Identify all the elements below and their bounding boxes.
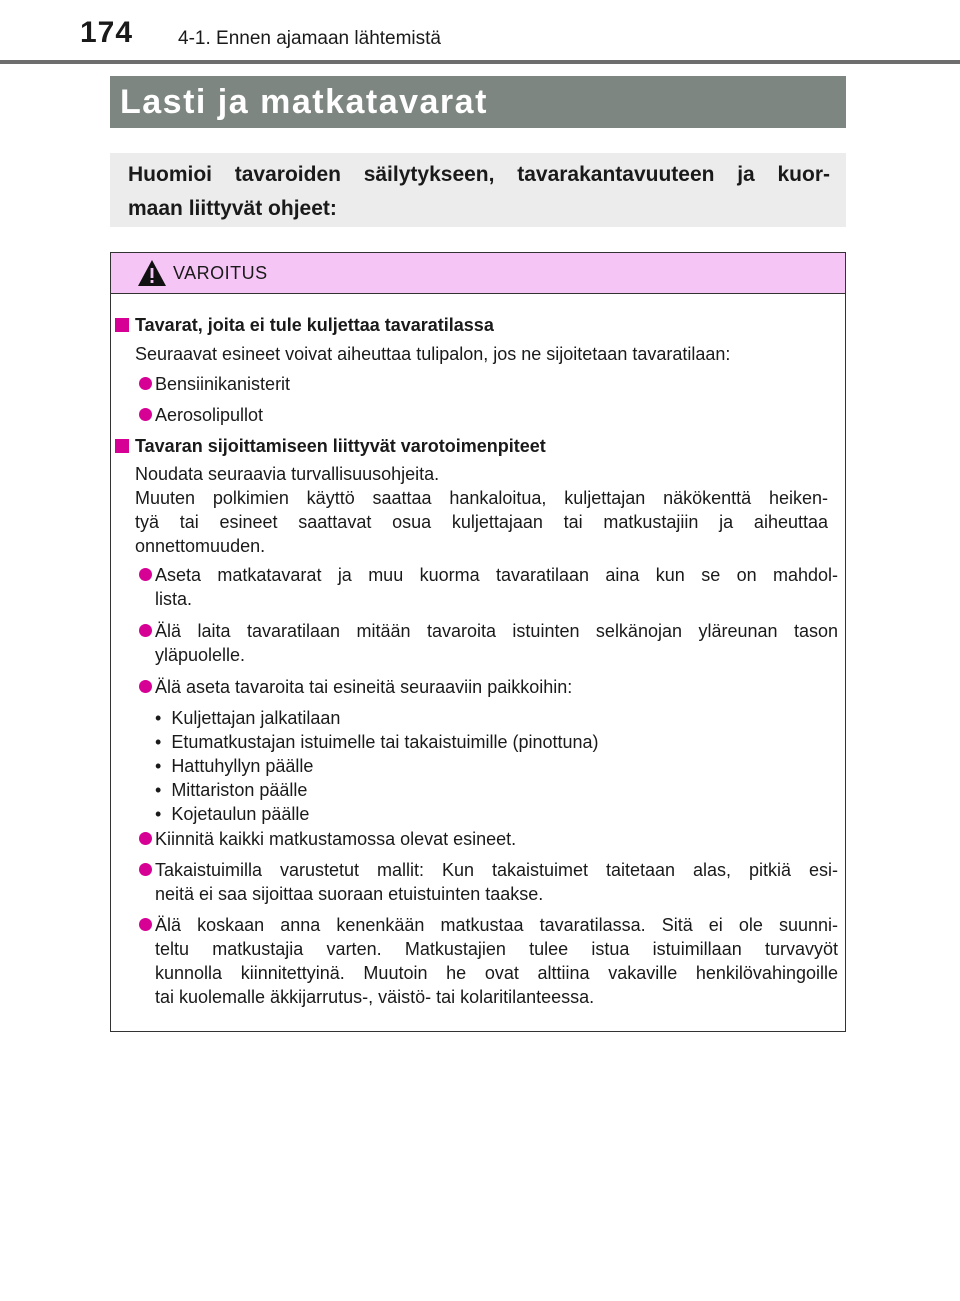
sub-list-item: • Etumatkustajan istuimelle tai takaistuimille (pinottuna)	[155, 732, 599, 752]
warning-box	[110, 252, 846, 1032]
bullet-item: Takaistuimilla varustetut mallit: Kun takaistuimet taitetaan alas, pitkiä esi-	[155, 860, 838, 880]
sub-list-item: • Mittariston päälle	[155, 780, 308, 800]
section-title: 4-1. Ennen ajamaan lähtemistä	[178, 28, 441, 49]
bullet-item: neitä ei saa sijoittaa suoraan etuistuinten taakse.	[155, 884, 544, 904]
page-title: Lasti ja matkatavarat	[110, 76, 846, 128]
section-2-paragraph-1: Noudata seuraavia turvallisuusohjeita.	[135, 464, 440, 484]
bullet-item: teltu matkustajia varten. Matkustajien tulee istua istuimillaan turvavyöt	[155, 939, 838, 959]
sub-list-item-text: Etumatkustajan istuimelle tai takaistuimille (pinottuna)	[171, 732, 599, 752]
bullet-dot	[139, 377, 152, 390]
section-marker-square	[115, 318, 129, 332]
section-2-paragraph-2: Muuten polkimien käyttö saattaa hankaloitua, kuljettajan näkökenttä heiken-	[135, 488, 828, 508]
section-1-heading: Tavarat, joita ei tule kuljettaa tavaratilassa	[135, 315, 494, 335]
bullet-item: yläpuolelle.	[155, 645, 246, 665]
bullet-item: Aerosolipullot	[155, 405, 264, 425]
header-divider	[0, 60, 960, 64]
bullet-item: Älä laita tavaratilaan mitään tavaroita istuinten selkänojan yläreunan tason	[155, 621, 838, 641]
bullet-dot	[139, 680, 152, 693]
warning-label: VAROITUS	[173, 263, 268, 283]
page-number: 174	[80, 16, 134, 49]
sub-list-item: • Kuljettajan jalkatilaan	[155, 708, 341, 728]
warning-triangle-icon	[137, 259, 167, 287]
sub-list-item-text: Hattuhyllyn päälle	[171, 756, 314, 776]
section-2-heading: Tavaran sijoittamiseen liittyvät varotoimenpiteet	[135, 436, 546, 456]
bullet-item: Bensiinikanisterit	[155, 374, 291, 394]
bullet-item: tai kuolemalle äkkijarrutus-, väistö- tai kolaritilanteessa.	[155, 987, 595, 1007]
sub-list-item: • Kojetaulun päälle	[155, 804, 310, 824]
intro-line-1: Huomioi tavaroiden säilytykseen, tavarakantavuuteen ja kuor-	[128, 163, 830, 186]
section-2-paragraph-2: tyä tai esineet saattavat osua kuljettajaan tai matkustajiin ja aiheuttaa	[135, 512, 828, 532]
bullet-item: Älä koskaan anna kenenkään matkustaa tavaratilassa. Sitä ei ole suunni-	[155, 915, 838, 935]
bullet-dot	[139, 408, 152, 421]
section-1-text: Seuraavat esineet voivat aiheuttaa tulipalon, jos ne sijoitetaan tavaratilaan:	[135, 344, 731, 364]
bullet-dot	[139, 832, 152, 845]
sub-list-item-text: Kuljettajan jalkatilaan	[171, 708, 341, 728]
bullet-item: kunnolla kiinnitettyinä. Muutoin he ovat alttiina vakaville henkilövahingoille	[155, 963, 838, 983]
sub-list-item-text: Mittariston päälle	[171, 780, 308, 800]
intro-line-2: maan liittyvät ohjeet:	[128, 197, 337, 220]
bullet-item: Aseta matkatavarat ja muu kuorma tavaratilaan aina kun se on mahdol-	[155, 565, 838, 585]
bullet-dot	[139, 568, 152, 581]
warning-header	[111, 253, 845, 294]
bullet-dot	[139, 863, 152, 876]
bullet-item: Älä aseta tavaroita tai esineitä seuraaviin paikkoihin:	[155, 677, 573, 697]
bullet-dot	[139, 918, 152, 931]
bullet-dot	[139, 624, 152, 637]
intro-box	[110, 153, 846, 227]
section-2-paragraph-2: onnettomuuden.	[135, 536, 266, 556]
section-marker-square	[115, 439, 129, 453]
bullet-item: lista.	[155, 589, 193, 609]
sub-list-item-text: Kojetaulun päälle	[171, 804, 310, 824]
sub-list-item: • Hattuhyllyn päälle	[155, 756, 314, 776]
bullet-item: Kiinnitä kaikki matkustamossa olevat esineet.	[155, 829, 517, 849]
